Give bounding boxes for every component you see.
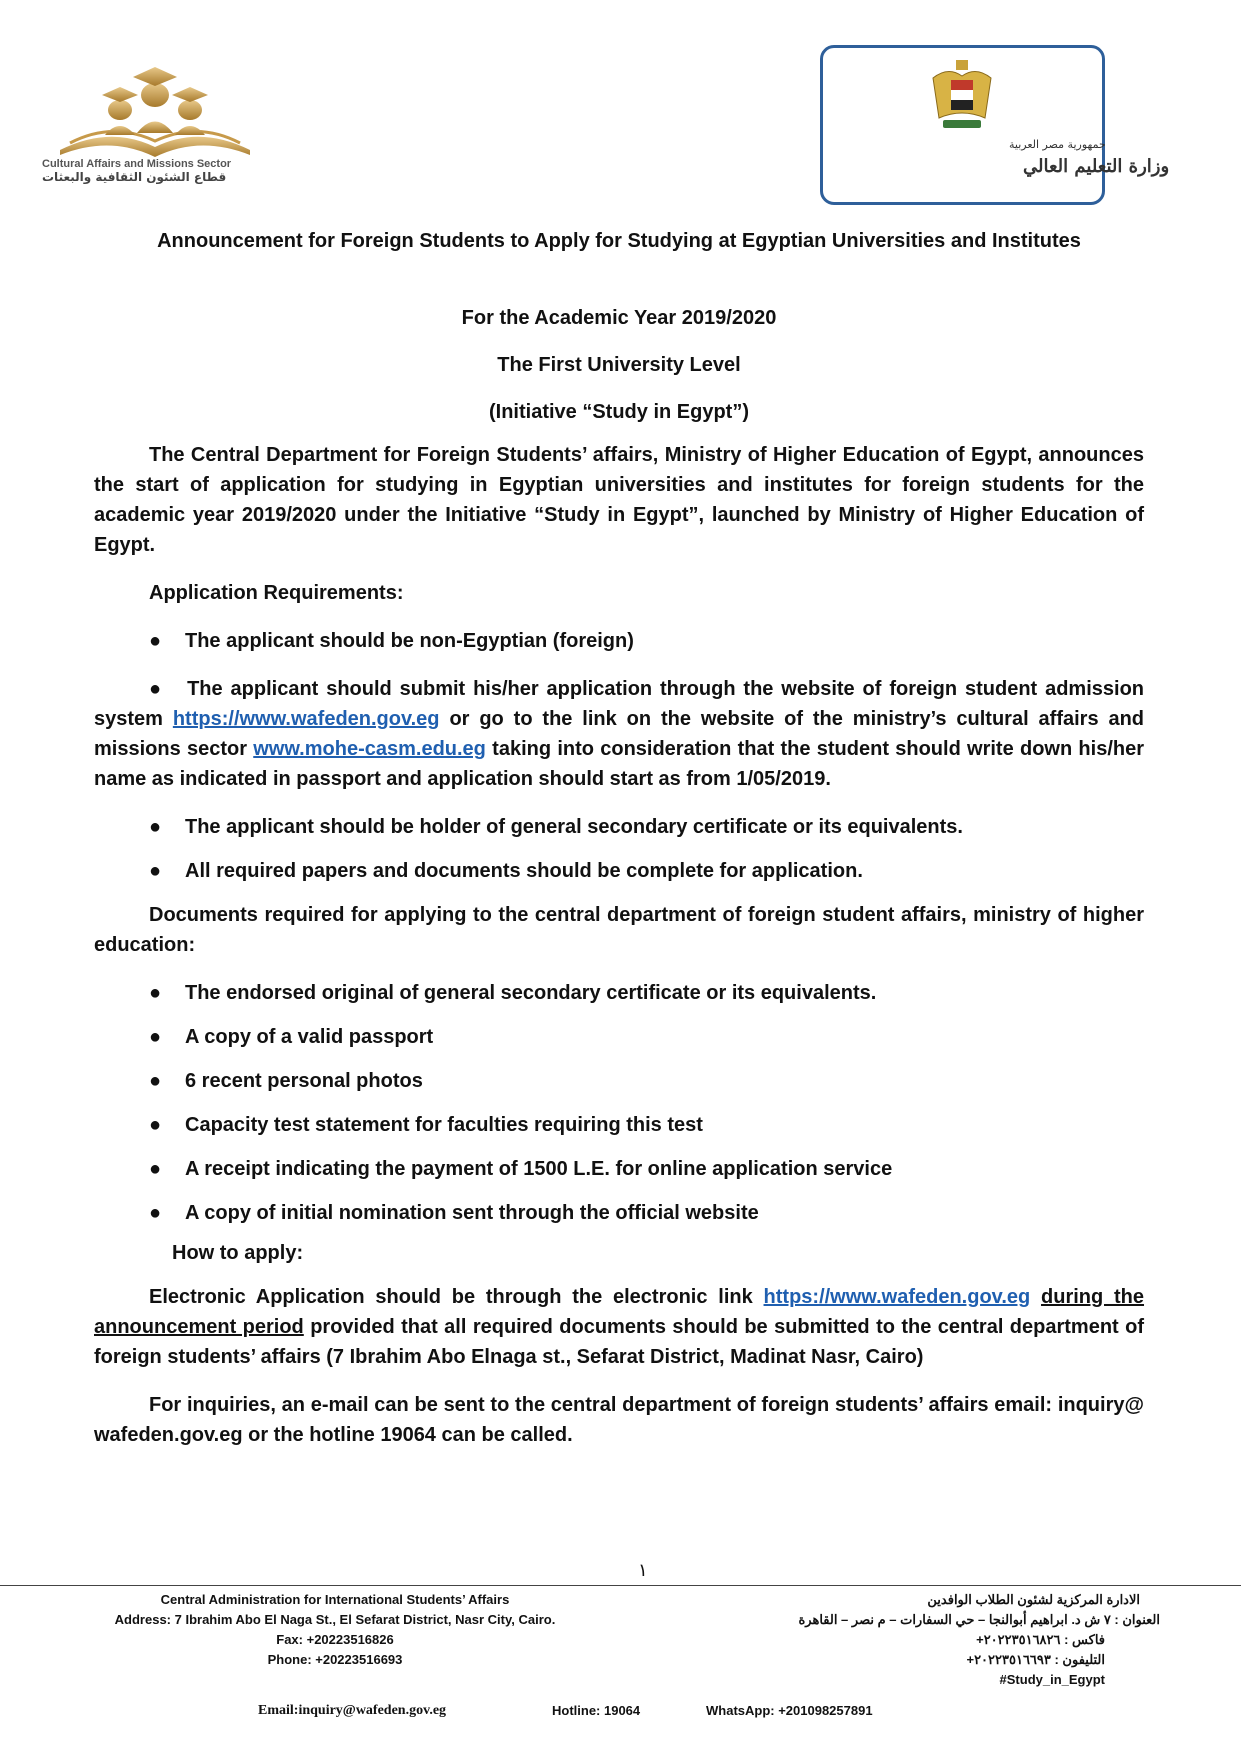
document-item: ● The endorsed original of general secondary certificate or its equivalents. <box>94 978 1144 1008</box>
announcement-body <box>94 440 1144 1450</box>
footer-email: Email:inquiry@wafeden.gov.eg <box>258 1703 447 1718</box>
bullet-icon: ● <box>149 1114 162 1136</box>
logo-text-ar: قطاع الشئون الثقافية والبعثات <box>42 170 227 184</box>
academic-year-title: For the Academic Year 2019/2020 <box>461 307 777 329</box>
initiative-title: (Initiative “Study in Egypt”) <box>488 401 749 423</box>
requirement-item: ● All required papers and documents should be complete for application. <box>94 856 1144 886</box>
ministry-logo <box>820 45 1170 205</box>
footer-divider <box>0 1585 1241 1586</box>
footer-english: Central Administration for International Students’ Affairs Address: 7 Ibrahim Abo El Naga St., El Sefarat District, Nasr City, Cairo. Fax: +20223516826 Phone: +20223516693 <box>114 1592 556 1667</box>
wafeden-link[interactable]: https://www.wafeden.gov.eg <box>172 708 440 730</box>
page-number: ١ <box>638 1560 648 1580</box>
ministry-text-1: جمهورية مصر العربية <box>1009 138 1106 151</box>
logo-text-en: Cultural Affairs and Missions Sector <box>42 158 232 170</box>
bullet-icon: ● <box>149 630 162 652</box>
bullet-icon: ● <box>149 982 162 1004</box>
document-item: ● A receipt indicating the payment of 1500 L.E. for online application service <box>94 1154 1144 1184</box>
requirement-item: ● The applicant should be holder of general secondary certificate or its equivalents. <box>94 812 1144 842</box>
bullet-icon: ● <box>149 1158 162 1180</box>
bullet-icon: ● <box>149 860 162 882</box>
document-item: ● 6 recent personal photos <box>94 1066 1144 1096</box>
hashtag: #Study_in_Egypt <box>999 1672 1105 1687</box>
requirement-item: ● The applicant should be non-Egyptian (foreign) <box>94 626 1144 656</box>
document-item: ● A copy of initial nomination sent through the official website <box>94 1198 1144 1228</box>
announcement-title: Announcement for Foreign Students to Apply for Studying at Egyptian Universities and Institutes <box>157 230 1081 252</box>
how-to-apply-heading: How to apply: <box>172 1242 304 1264</box>
bullet-icon: ● <box>149 816 162 838</box>
university-level-title: The First University Level <box>497 354 741 376</box>
footer-whatsapp: WhatsApp: +201098257891 <box>706 1703 873 1718</box>
wafeden-apply-link[interactable]: https://www.wafeden.gov.eg <box>763 1286 1031 1308</box>
footer-hotline: Hotline: 19064 <box>552 1703 641 1718</box>
cultural-affairs-logo <box>40 55 270 190</box>
mohe-casm-link[interactable]: www.mohe-casm.edu.eg <box>253 738 486 760</box>
documents-heading: Documents required for applying to the central department of foreign student affairs, ministry of higher education: <box>94 904 1144 956</box>
bullet-icon: ● <box>149 678 164 700</box>
footer-arabic: الادارة المركزية لشئون الطلاب الوافدين العنوان : ٧ ش د. ابراهيم أبوالنجا – حي السفارات – م نصر – القاهرة فاكس : ٢٠٢٢٣٥١٦٨٢٦+ التليفون : ٢٠٢٢٣٥١٦٦٩٣+ #Study_in_Egypt <box>740 1590 1160 1690</box>
requirement-item: ● The applicant should submit his/her application through the website of foreign student admission system https://www.wafeden.gov.eg or go to the link on the website of the ministry’s cultural affairs and missions sector www.mohe-casm.edu.eg taking into consideration that the student should write down his/her name as indicated in passport and application should start as from 1/05/2019. <box>94 678 1145 790</box>
document-item: ● A copy of a valid passport <box>94 1022 1144 1052</box>
ministry-text-2: وزارة التعليم العالي <box>1023 156 1170 177</box>
how-to-apply-paragraph: Electronic Application should be through the electronic link https://www.wafeden.gov.eg during the announcement period provided that all required documents should be submitted to the central department of foreign students’ affairs (7 Ibrahim Abo Elnaga st., Sefarat District, Madinat Nasr, Cairo) <box>94 1286 1145 1368</box>
bullet-icon: ● <box>149 1070 162 1092</box>
bullet-icon: ● <box>149 1026 162 1048</box>
requirements-heading: Application Requirements: <box>149 582 404 604</box>
intro-paragraph: The Central Department for Foreign Students’ affairs, Ministry of Higher Education of Egypt, announces the start of application for studying in Egyptian universities and institutes for foreign students for the academic year 2019/2020 under the Initiative “Study in Egypt”, launched by Ministry of Higher Education of Egypt. <box>94 444 1144 556</box>
inquiries-paragraph: For inquiries, an e-mail can be sent to the central department of foreign students’ affairs email: inquiry@ wafeden.gov.eg or the hotline 19064 can be called. <box>94 1394 1144 1446</box>
bullet-icon: ● <box>149 1202 162 1224</box>
eagle-emblem-icon <box>933 60 991 128</box>
document-item: ● Capacity test statement for faculties requiring this test <box>94 1110 1144 1140</box>
